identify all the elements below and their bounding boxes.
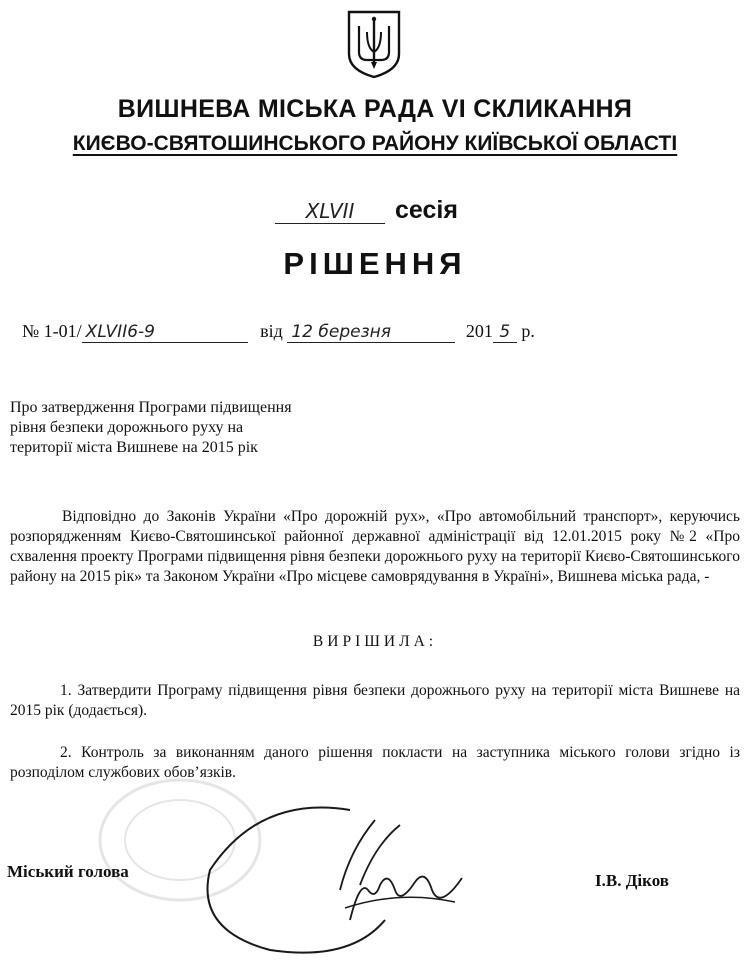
year-suffix: р. [521,321,535,341]
decided-heading: ВИРІШИЛА: [312,633,438,650]
preamble-paragraph [10,507,740,587]
number-prefix: № 1-01/ [22,321,82,341]
from-label: від [260,321,283,341]
item-2: 2. Контроль за виконанням даного рішення покласти на заступника міського голови згідно із розподілом службових обов’язків. [10,744,740,781]
decision-subject [10,398,350,458]
session-label: сесія [395,196,458,224]
subject-line: території міста Вишневе на 2015 рік [10,439,258,456]
signature-icon [200,790,480,955]
preamble-text: Відповідно до Законів України «Про дорожній рух», «Про автомобільний транспорт», керуючись розпорядженням Києво-Святошинської районної державної адміністрації від 12.01.2015 року №2 «Про схвалення проекту Програми підвищення рівня безпеки дорожнього руху на території Києво-Святошинського району на 2015 рік» та Законом України «Про місцеве самоврядування в Україні», Вишнева міська рада, - [10,508,740,585]
year-digit: 5 [493,322,517,343]
session-number: XLVII [275,199,385,224]
decision-date: 12 березня [287,322,455,343]
document-title: РІШЕННЯ [283,246,467,281]
subject-line: рівня безпеки дорожнього руху на [10,419,244,436]
session-line [275,196,458,225]
council-heading: ВИШНЕВА МІСЬКА РАДА VI СКЛИКАННЯ [117,95,633,123]
signer-name: І.В. Діков [595,871,669,890]
year-prefix: 201 [465,321,493,341]
decision-number-line [22,321,535,343]
decision-number: XLVII6-9 [82,322,248,343]
signer-position: Міський голова [7,862,129,881]
item-1: 1. Затвердити Програму підвищення рівня безпеки дорожнього руху на території міста Вишневе на 2015 рік (додається). [10,682,740,719]
subject-line: Про затвердження Програми підвищення [10,399,292,416]
coat-of-arms-icon [345,8,403,80]
district-heading: КИЄВО-СВЯТОШИНСЬКОГО РАЙОНУ КИЇВСЬКОЇ ОБЛАСТІ [72,132,678,155]
